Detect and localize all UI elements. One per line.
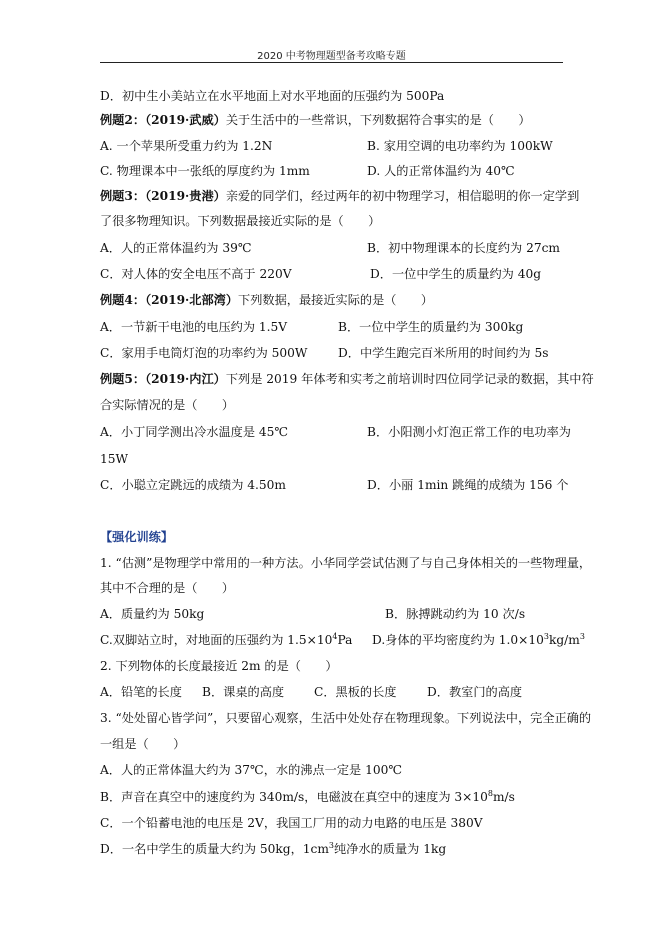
- option-d-prev: D．初中生小美站立在水平地面上对水平地面的压强约为 500Pa: [100, 89, 445, 103]
- q2-question: 2. 下列物体的长度最接近 2m 的是（ ）: [100, 659, 338, 673]
- q2-option-d: D．教室门的高度: [427, 685, 523, 699]
- q3-option-a: A．人的正常体温大约为 37℃，水的沸点一定是 100℃: [100, 763, 402, 777]
- example-2-option-a: A. 一个苹果所受重力约为 1.2N: [100, 139, 273, 153]
- example-5-option-b: B．小阳测小灯泡正常工作的电功率为: [367, 425, 571, 439]
- q1-question-2: 其中不合理的是（ ）: [100, 581, 235, 595]
- q3-option-b-exponent: 8: [487, 788, 493, 798]
- q1-option-d-unit: kg/m: [548, 633, 580, 647]
- q3-option-b-unit: m/s: [492, 790, 515, 804]
- example-5: [100, 371, 594, 387]
- q2-option-b: B．课桌的高度: [202, 685, 285, 699]
- q3-option-d: [100, 841, 446, 857]
- q1-option-c-text: C.双脚站立时，对地面的压强约为 1.5×10: [100, 633, 333, 647]
- q3-option-d-text: D．一名中学生的质量大约为 50kg，1cm: [100, 842, 329, 856]
- example-4-option-d: D．中学生跑完百米所用的时间约为 5s: [338, 346, 549, 360]
- q2-option-c: C．黑板的长度: [314, 685, 397, 699]
- example-4-option-b: B．一位中学生的质量约为 300kg: [338, 320, 524, 334]
- q1-question-1: 1. “估测”是物理学中常用的一种方法。小华同学尝试估测了与自己身体相关的一些物理量，: [100, 556, 592, 570]
- example-3-option-d: D．一位中学生的质量约为 40g: [370, 267, 542, 281]
- example-3-option-b: B．初中物理课本的长度约为 27cm: [367, 241, 560, 255]
- q3-question-2: 一组是（ ）: [100, 737, 186, 751]
- example-5-option-b-cont: 15W: [100, 452, 129, 466]
- page-header: 2020 中考物理题型备考攻略专题: [257, 51, 406, 62]
- q1-option-d-unit-exponent: 3: [579, 631, 585, 641]
- q3-option-d-rest: 纯净水的质量为 1kg: [334, 842, 447, 856]
- example-2-option-d: D. 人的正常体温约为 40℃: [367, 164, 515, 178]
- section-title: 【强化训练】: [100, 530, 174, 544]
- example-3-question-2: 了很多物理知识。下列数据最接近实际的是（ ）: [100, 214, 381, 228]
- example-4-question: 下列数据，最接近实际的是（ ）: [238, 293, 434, 307]
- q3-option-b-text: B．声音在真空中的速度约为 340m/s，电磁波在真空中的速度为 3×10: [100, 790, 488, 804]
- example-4-option-a: A．一节新干电池的电压约为 1.5V: [100, 320, 288, 334]
- example-3-option-a: A．人的正常体温约为 39℃: [100, 241, 252, 255]
- q3-option-b: [100, 789, 515, 805]
- example-5-question-2: 合实际情况的是（ ）: [100, 398, 235, 412]
- example-2-option-b: B. 家用空调的电功率约为 100kW: [367, 139, 553, 153]
- example-2-question: 关于生活中的一些常识，下列数据符合事实的是（ ）: [225, 113, 531, 127]
- q1-option-b: B．脉搏跳动约为 10 次/s: [385, 607, 526, 621]
- q1-option-d: [372, 632, 585, 648]
- q1-option-d-exponent: 3: [543, 631, 549, 641]
- example-2: [100, 112, 531, 128]
- example-2-option-c: C. 物理课本中一张纸的厚度约为 1mm: [100, 164, 310, 178]
- example-5-question-1: 下列是 2019 年体考和实考之前培训时四位同学记录的数据，其中符: [225, 372, 594, 386]
- example-3-option-c: C．对人体的安全电压不高于 220V: [100, 267, 292, 281]
- q3-question-1: 3. “处处留心皆学问”，只要留心观察，生活中处处存在物理现象。下列说法中，完全正确的: [100, 711, 592, 725]
- q1-option-a: A．质量约为 50kg: [100, 607, 205, 621]
- example-4-label: 例题4：（2019·北部湾）: [100, 293, 239, 307]
- example-5-option-a: A．小丁同学测出冷水温度是 45℃: [100, 425, 289, 439]
- q1-option-c-unit: Pa: [337, 633, 353, 647]
- example-2-label: 例题2：（2019·武威）: [100, 113, 226, 127]
- example-3-question-1: 亲爱的同学们，经过两年的初中物理学习，相信聪明的你一定学到: [225, 189, 580, 203]
- header-divider: [100, 62, 563, 63]
- q1-option-d-text: D.身体的平均密度约为 1.0×10: [372, 633, 544, 647]
- q1-option-c: [100, 632, 352, 648]
- example-5-label: 例题5：（2019·内江）: [100, 372, 226, 386]
- example-3: [100, 188, 579, 204]
- q3-option-d-exponent: 3: [328, 840, 335, 850]
- example-3-label: 例题3：（2019·贵港）: [100, 189, 226, 203]
- q3-option-c: C．一个铅蓄电池的电压是 2V，我国工厂用的动力电路的电压是 380V: [100, 816, 483, 830]
- example-4: [100, 292, 433, 308]
- q2-option-a: A．铅笔的长度: [100, 685, 182, 699]
- example-5-option-d: D．小丽 1min 跳绳的成绩为 156 个: [367, 478, 569, 492]
- q1-option-c-exponent: 4: [332, 631, 338, 641]
- example-4-option-c: C．家用手电筒灯泡的功率约为 500W: [100, 346, 308, 360]
- example-5-option-c: C．小聪立定跳远的成绩为 4.50m: [100, 478, 286, 492]
